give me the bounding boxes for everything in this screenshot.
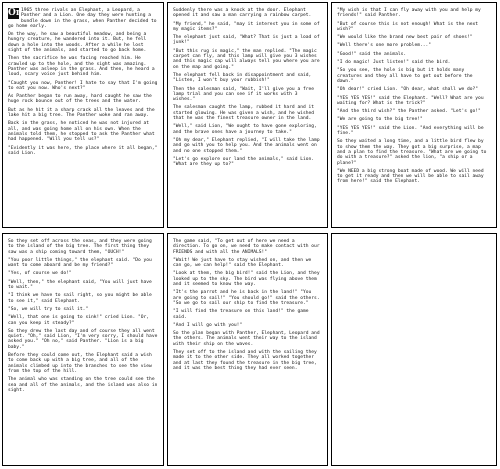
paragraph: "So you see, the hole is big but it holds many creatures and they all have to get out before the dawn." <box>337 68 476 84</box>
paragraph: "It's the parrot and he is back in the land!" "You are going to sail!" "You should go!" said the others. "So we go to sail our ship to find the treasure." <box>173 290 323 306</box>
page-2-text <box>173 8 322 222</box>
paragraph: So they drew the last day and of course they all went quiet. "Oh," said Lion, "I'm very sorry, I should have asked you." "Oh no," said Panther. "Lion is a big baby." <box>8 328 161 350</box>
paragraph: Before they could come out, the Elephant said a wish to come back up with a big tree, and all of the animals climbed up into the branches to see the view from the top of the hill. <box>8 353 155 374</box>
page-1 <box>2 2 164 228</box>
paragraph: Then the salesman said, "Wait, I'll give you a free lamp trial and you can see if it works with 3 wishes." <box>173 86 317 103</box>
paragraph: "And I will go with you!" <box>173 322 243 328</box>
paragraph: "I think we have to sail right, so you might be able to see it," said Elephant. <box>8 293 155 304</box>
paragraph: The game said, "To get out of here we need a direction. To go on, we need to make contact with our FRIENDS and with all the ANIMALS!" <box>173 239 323 255</box>
paragraph: So they set off across the seas, and they were going to the island of the big tree. The first thing they saw was a ship coming toward them, "OUCH!" <box>8 239 155 255</box>
paragraph: "We would like the brand new best pair of shoes!" <box>337 35 473 41</box>
paragraph: "Good!" said the animals. <box>337 51 407 57</box>
paragraph: But as he hit it a sharp crack all the leaves and the lake hit a big tree. The Panther woke and ran away. <box>8 107 158 119</box>
paragraph: "Wait! We just have to stay wished on, and then we can go, we can help!" said the Elephant. <box>173 257 315 269</box>
paragraph: The salesman caught the lamp, rubbed it hard and it started glowing. He was given a wish, and he wished that he was the finest treasure owner in the land. <box>173 105 317 122</box>
paragraph: The elephant fell back in disappointment and said, "Listen, I won't buy your rubbish!" <box>173 72 315 84</box>
paragraph: As Panther began to run away, hard caught he saw the huge rock bounce out of the trees and the water. <box>8 94 155 105</box>
paragraph: "YES YES YES!" said the Lion. "And everything will be fine." <box>337 125 487 137</box>
paragraph: "But this rug is magic," the man replied. "The magic carpet can fly, and this lamp will give you 3 wishes and this magic cap will always tell you where you are on the map and going." <box>173 48 323 70</box>
paragraph: "My friend," he said, "may it interest you in some of my magic items?" <box>173 21 323 32</box>
paragraph: "YES YES YES!" said the Elephant. "Well? What are you waiting for? What is the trick?" <box>337 95 487 106</box>
paragraph: "I will find the treasure on this land!" the game said. <box>173 309 312 320</box>
paragraph: "Oh dear!" cried Lion. "Oh dear, what shall we do?" <box>337 87 479 93</box>
paragraph: "Look at them, the big bird!" said the Lion, and they looked up to the sky. The bird was flying above them and it seemed to know the way. <box>173 271 323 288</box>
paragraph: So the plan began with Panther, Elephant, Leopard and the others. The animals went their way to the island with their ship on the waves. <box>173 331 323 347</box>
paragraph: "Oh my dear," Elephant replied, "I will take the lamp and go with you to help you. And the animals went on and no one stopped them." <box>173 137 323 154</box>
paragraph: The elephant just said, "What? That is just a load of junk!" <box>173 35 323 46</box>
drop-cap: On <box>8 8 23 18</box>
paragraph: "Caught you now, Panther! I hate to say that I'm going to eat you now. Who's next?" <box>8 80 161 91</box>
paragraph: "Well," said Lion, "We ought to have gone exploring, and the brave ones have a journey to take." <box>173 124 320 135</box>
page-5-text <box>173 239 322 460</box>
paragraph: So they waited a long time, and a little bird flew by to show them the way. They got a big surprise, a map and a plan to find the treasure. "What are we going to do with a treasure?" asked the lion, "a ship or a plane?" <box>337 139 490 166</box>
paragraph: "You poor little things," the elephant said. "Do you want to come aboard and be my friend?" <box>8 257 155 269</box>
paragraph: "We NEED a big strong boat made of wood. We will need to get it ready and then we will be able to sail away from here!" said the Elephant. <box>337 168 487 185</box>
page-3-text <box>337 8 491 222</box>
paragraph: "Yes, of course we do!" <box>8 271 72 277</box>
paragraph: 1965 three rivals an Elephant, a Leopard, a Panther and a Lion. One day they were hunting a bundle down in the grass, when Panther decided to go home early. <box>8 8 160 29</box>
paragraph: The animal who was standing on the tree could see the sea and all of the animals, and the island was also in sight. <box>8 377 161 393</box>
paragraph: They set off to the island and with the sailing they made it to the other side. They all worked together and at last they found the treasure in the big tree, and it was the best thing they had ever seen. <box>173 350 320 371</box>
page-5 <box>167 233 328 466</box>
page-4 <box>2 233 164 466</box>
paragraph: "But of course this is not enough! What is the next wish?" <box>337 21 481 32</box>
page-1-text <box>8 8 161 222</box>
page-6-blank <box>331 233 497 466</box>
paragraph: "We are going to the big tree!" <box>337 117 423 123</box>
paragraph: "Evidently it was here, the place where it all began," said Lion. <box>8 145 161 156</box>
paragraph: "Well, then," the elephant said, "You will just have to wait." <box>8 279 155 291</box>
paragraph: "So, we will try to sail it." <box>8 306 89 312</box>
page-2 <box>167 2 328 228</box>
page-4-text <box>8 239 161 460</box>
paragraph: Back in the grass, he noticed he was not injured at all, and was going home all on his own. When the animals told them, he stopped to ask the Panther what had happened. "Will you tell us?" <box>8 121 158 143</box>
page-3 <box>331 2 497 228</box>
paragraph: "And the third wish?" the Panther asked. "Let's go!" <box>337 109 481 115</box>
paragraph: Suddenly there was a knock at the door. Elephant opened it and saw a man carrying a rainbow carpet. <box>173 8 312 19</box>
paragraph: "My wish is that I can fly away with you and help my friends!" said Panther. <box>337 8 484 19</box>
paragraph: "I do magic! Just listen!" said the bird. <box>337 60 451 66</box>
paragraph: "Let's go explore our land the animals," said Lion. "What are they up to?" <box>173 156 317 168</box>
paragraph: "Well, that one is going to sink!" cried Lion. "Or, can you keep it steady?" <box>8 315 152 326</box>
paragraph: On the way, he saw a beautiful meadow, and being a hungry creature, he wandered into it. But, he fell down a hole into the woods. After a while he lost sight of the animals, and started to go back home. <box>8 32 150 54</box>
paragraph: Then the sacrifice he was facing reached him. He crawled up to the hole, and the sight was amazing. Panther was asleep in the grass. And then, he heard a loud, scary voice just behind him. <box>8 56 158 78</box>
paragraph: "Well there's one more problem..." <box>337 43 432 49</box>
